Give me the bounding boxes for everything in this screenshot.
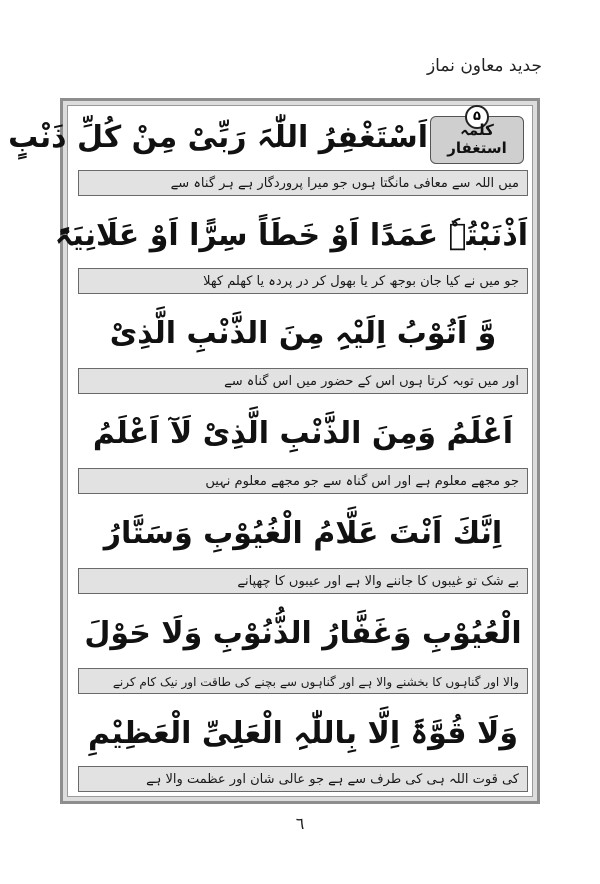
book-title: جدید معاون نماز (426, 56, 542, 76)
arabic-line-1-row (8, 112, 428, 164)
translation-line-3-row (78, 368, 528, 394)
arabic-line-1: اَسْتَغْفِرُ اللّٰہَ رَبِّیْ مِنْ کُلِّ ذَنْبٍ (8, 120, 428, 155)
arabic-line-2-row (54, 210, 528, 262)
translation-line-4: جو مجھے معلوم ہے اور اس گناہ سے جو مجھے معلوم نہیں (78, 468, 528, 494)
section-number: ۵ (465, 105, 489, 129)
translation-line-7-row (78, 766, 528, 792)
arabic-line-3: وَّ اَتُوْبُ اِلَیْہِ مِنَ الذَّنْبِ الَّذِیْ (109, 316, 497, 351)
translation-line-1: میں اللہ سے معافی مانگتا ہوں جو میرا پروردگار ہے ہر گناہ سے (78, 170, 528, 196)
arabic-line-4-row (78, 408, 528, 460)
arabic-line-6: الْعُیُوْبِ وَغَفَّارُ الذُّنُوْبِ وَلَا حَوْلَ (84, 616, 522, 651)
section-badge (430, 109, 524, 164)
arabic-line-3-row (78, 308, 528, 360)
arabic-line-5-row (78, 508, 528, 560)
translation-line-2: جو میں نے کیا جان بوجھ کر یا بھول کر در پردہ یا کھلم کھلا (78, 268, 528, 294)
arabic-line-2: اَذْنَبْتُہٗ عَمَدًا اَوْ خَطَاً سِرًّا اَوْ عَلَانِیَۃً (54, 218, 528, 253)
translation-line-4-row (78, 468, 528, 494)
translation-line-6-row (78, 668, 528, 694)
prayer-frame (8, 98, 540, 804)
arabic-line-7: وَلَا قُوَّۃَ اِلَّا بِاللّٰہِ الْعَلِیِّ الْعَظِیْمِ (87, 716, 519, 751)
translation-line-5-row (78, 568, 528, 594)
translation-line-1-row (78, 170, 528, 196)
arabic-line-5: اِنَّكَ اَنْتَ عَلَّامُ الْغُیُوْبِ وَسَتَّارُ (103, 516, 503, 551)
translation-line-2-row (78, 268, 528, 294)
prayer-frame-inner (8, 105, 533, 797)
arabic-line-7-row (78, 708, 528, 760)
arabic-line-4: اَعْلَمُ وَمِنَ الذَّنْبِ الَّذِیْ لَآ اَعْلَمُ (92, 416, 514, 451)
translation-line-5: بے شک تو غیبوں کا جاننے والا ہے اور عیبوں کا چھپانے (78, 568, 528, 594)
arabic-line-6-row (78, 608, 528, 660)
translation-line-3: اور میں توبہ کرتا ہوں اس کے حضور میں اس گناہ سے (78, 368, 528, 394)
page-number: ٦ (295, 814, 305, 833)
translation-line-7: کی قوت اللہ ہی کی طرف سے ہے جو عالی شان اور عظمت والا ہے (78, 766, 528, 792)
section-label: کلمہ استغفار (447, 121, 507, 157)
translation-line-6: والا اور گناہوں کا بخشنے والا ہے اور گناہوں سے بچنے کی طاقت اور نیک کام کرنے (78, 668, 528, 694)
